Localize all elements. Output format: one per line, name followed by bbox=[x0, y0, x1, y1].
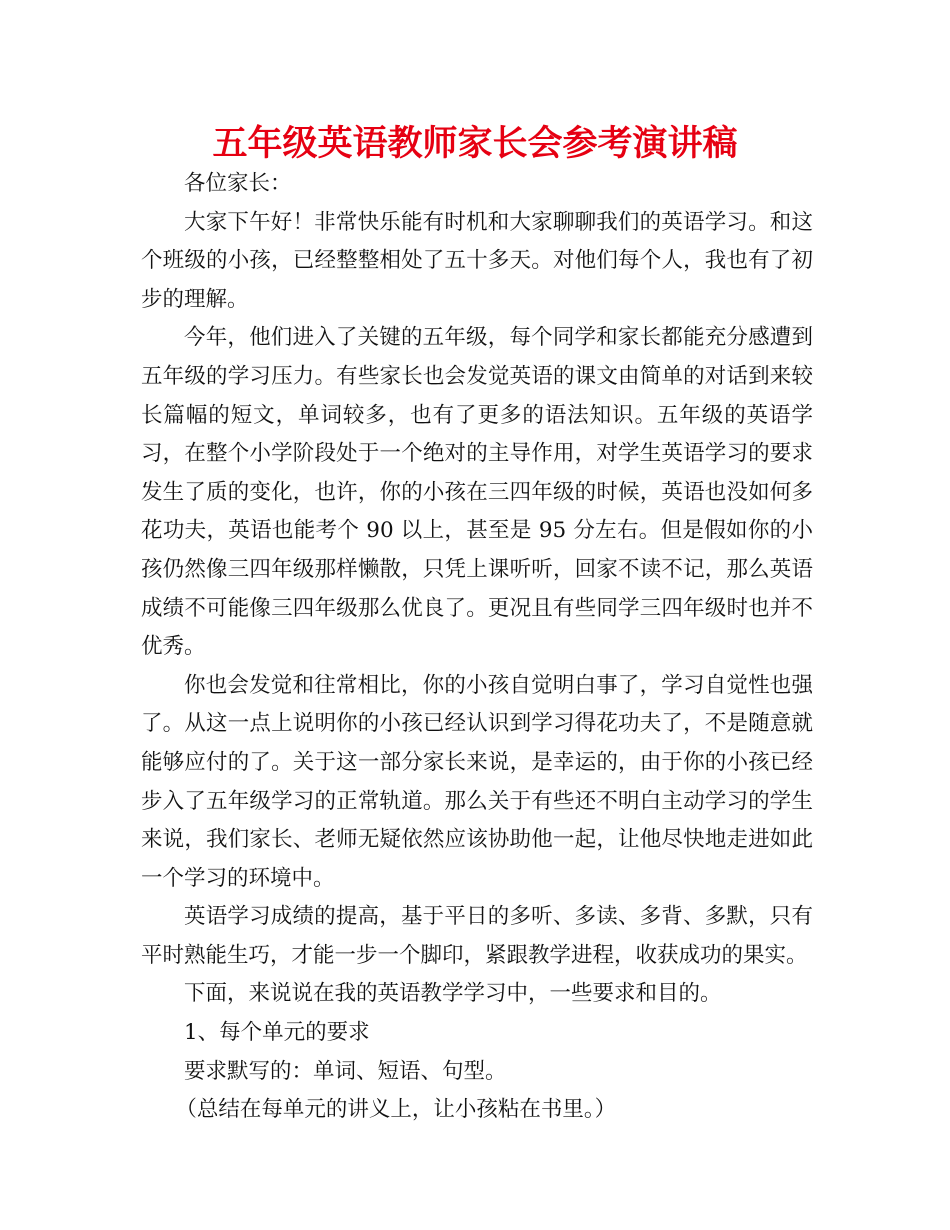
paragraph-unit-heading: 1、每个单元的要求 bbox=[184, 1020, 370, 1046]
paragraph-awareness: 你也会发觉和往常相比，你的小孩自觉明白事了，学习自觉性也强了。从这一点上说明你的小孩已经认识到学习得花功夫了，不是随意就能够应付的了。关于这一部分家长来说，是幸运的，由于你的小孩已经步入了五年级学习的正常轨道。那么关于有些还不明白主动学习的学生来说，我们家长、老师无疑依然应该协助他一起，让他尽快地走进如此一个学习的环境中。 bbox=[141, 672, 813, 891]
paragraph-intro: 大家下午好！非常快乐能有时机和大家聊聊我们的英语学习。和这个班级的小孩，已经整整相处了五十多天。对他们每个人，我也有了初步的理解。 bbox=[141, 209, 813, 312]
paragraph-note: （总结在每单元的讲义上，让小孩粘在书里。） bbox=[175, 1097, 617, 1123]
document-title: 五年级英语教师家长会参考演讲稿 bbox=[212, 124, 738, 164]
paragraph-improvement: 英语学习成绩的提高，基于平日的多听、多读、多背、多默，只有平时熟能生巧，才能一步一个脚印，紧跟教学进程，收获成功的果实。 bbox=[141, 904, 813, 968]
paragraph-requirements-intro: 下面，来说说在我的英语教学学习中，一些要求和目的。 bbox=[184, 981, 722, 1007]
document-body bbox=[141, 165, 813, 1130]
paragraph-pressure: 今年，他们进入了关键的五年级，每个同学和家长都能充分感遭到五年级的学习压力。有些家长也会发觉英语的课文由简单的对话到来较长篇幅的短文，单词较多，也有了更多的语法知识。五年级的英语学习，在整个小学阶段处于一个绝对的主导作用，对学生英语学习的要求发生了质的变化，也许，你的小孩在三四年级的时候，英语也没如何多花功夫，英语也能考个 90 以上，甚至是 95 分左右。但是假如你的小孩仍然像三四年级那样懒散，只凭上课听听，回家不读不记，那么英语成绩不可能像三四年级那么优良了。更况且有些同学三四年级时也并不优秀。 bbox=[141, 325, 813, 660]
paragraph-greeting: 各位家长： bbox=[184, 171, 292, 196]
paragraph-dictation: 要求默写的：单词、短语、句型。 bbox=[184, 1058, 507, 1084]
